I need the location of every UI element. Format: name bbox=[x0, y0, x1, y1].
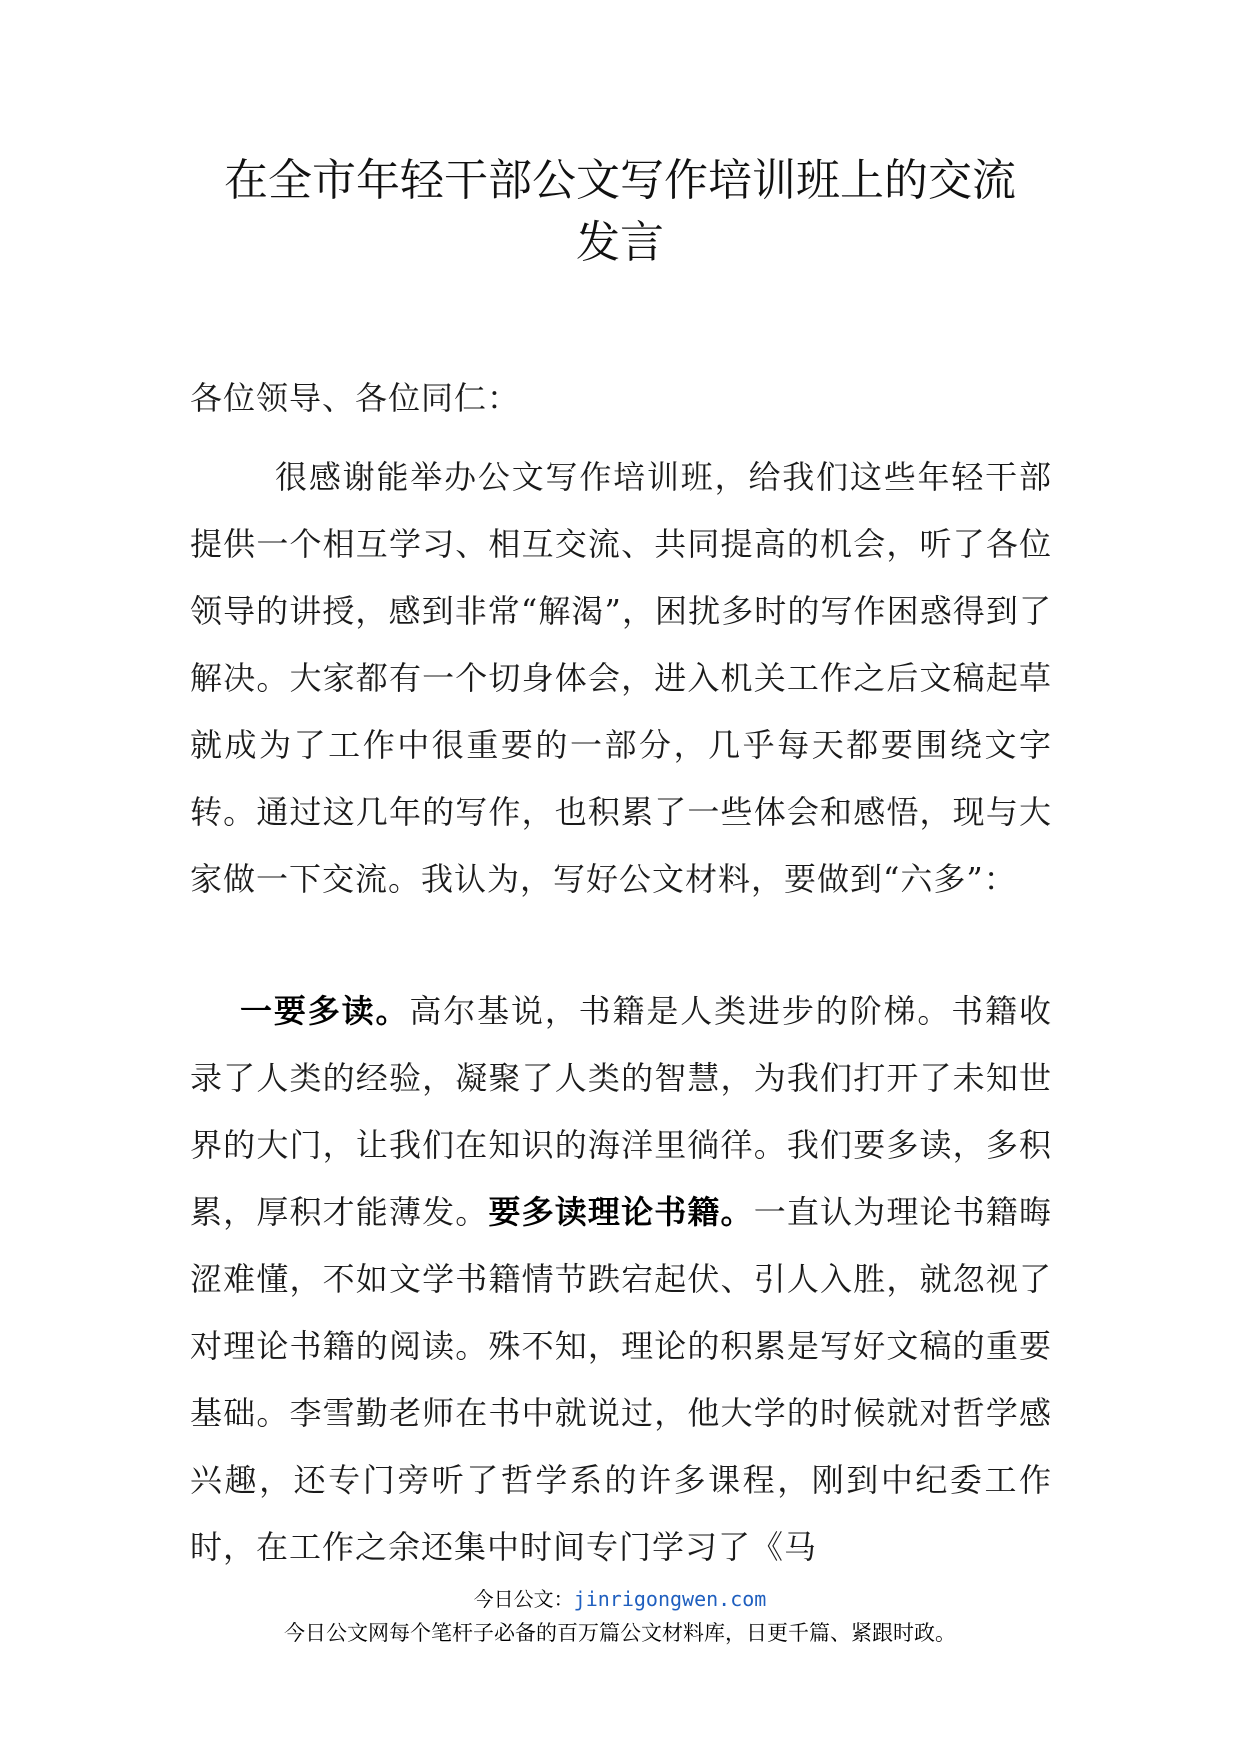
section-heading-read-more: 一要多读。 bbox=[240, 992, 410, 1030]
paragraph-read-more bbox=[190, 978, 1052, 1581]
title-line-1: 在全市年轻干部公文写作培训班上的交流 bbox=[224, 155, 1016, 206]
footer-source bbox=[0, 1585, 1240, 1613]
subheading-theory-books: 要多读理论书籍。 bbox=[488, 1193, 754, 1231]
footer-tagline: 今日公文网每个笔杆子必备的百万篇公文材料库，日更千篇、紧跟时政。 bbox=[284, 1621, 956, 1645]
footer-label: 今日公文： bbox=[473, 1587, 574, 1611]
paragraph-intro: 很感谢能举办公文写作培训班，给我们这些年轻干部提供一个相互学习、相互交流、共同提高的机会，听了各位领导的讲授，感到非常“解渴”，困扰多时的写作困惑得到了解决。大家都有一个切身体会，进入机关工作之后文稿起草就成为了工作中很重要的一部分，几乎每天都要围绕文字转。通过这几年的写作，也积累了一些体会和感悟，现与大家做一下交流。我认为，写好公文材料，要做到“六多”： bbox=[190, 458, 1052, 898]
salutation: 各位领导、各位同仁： bbox=[190, 379, 521, 417]
footer-url-link[interactable]: jinrigongwen.com bbox=[573, 1587, 767, 1611]
paragraph-text-a: 高尔基说，书籍是人类进步的阶梯。书籍收录了人类的经验，凝聚了人类的智慧，为我们打开了未知世界的大门，让我们在知识的海洋里徜徉。我们要多读，多积累，厚积才能薄发。 bbox=[190, 992, 1052, 1231]
title-line-2: 发言 bbox=[576, 217, 664, 268]
document-title bbox=[150, 150, 1090, 274]
paragraph-text-b: 一直认为理论书籍晦涩难懂，不如文学书籍情节跌宕起伏、引人入胜，就忽视了对理论书籍的阅读。殊不知，理论的积累是写好文稿的重要基础。李雪勤老师在书中就说过，他大学的时候就对哲学感兴趣，还专门旁听了哲学系的许多课程，刚到中纪委工作时，在工作之余还集中时间专门学习了《马 bbox=[190, 1193, 1052, 1566]
